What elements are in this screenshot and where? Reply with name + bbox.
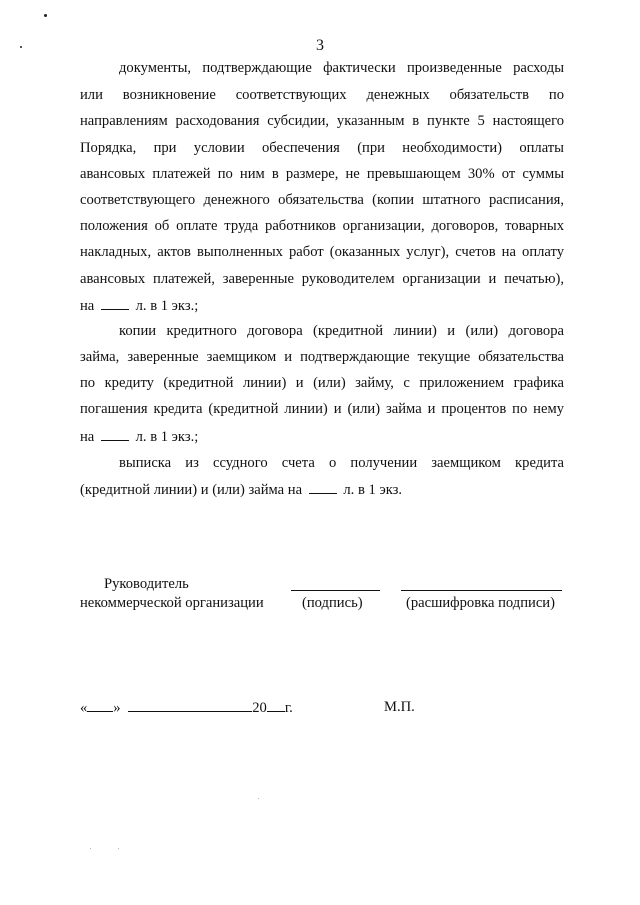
scan-speck bbox=[258, 798, 259, 799]
page-number: 3 bbox=[316, 37, 324, 54]
text-line: займа, заверенные заемщиком и подтверждающие текущие обязательства bbox=[80, 349, 564, 365]
text-line: погашения кредита (кредитной линии) и (или) займа и процентов по нему bbox=[80, 401, 564, 417]
date-year-blank bbox=[267, 699, 285, 712]
signer-title-line1: Руководитель bbox=[104, 576, 189, 592]
text-line: соответствующего денежного обязательства (копии штатного расписания, bbox=[80, 192, 564, 208]
date-line bbox=[80, 699, 293, 716]
signer-title-line2: некоммерческой организации bbox=[80, 595, 264, 611]
stamp-place: М.П. bbox=[384, 699, 415, 715]
text-line: копии кредитного договора (кредитной линии) и (или) договора bbox=[119, 323, 564, 339]
page-count-prefix: на bbox=[80, 298, 95, 314]
signature-line bbox=[291, 590, 380, 591]
text-line: накладных, актов выполненных работ (оказанных услуг), счетов на оплату bbox=[80, 244, 564, 260]
text-line: положения об оплате труда работников организации, договоров, товарных bbox=[80, 218, 564, 234]
page-count-suffix: л. в 1 экз. bbox=[343, 482, 403, 498]
date-day-blank bbox=[87, 699, 113, 712]
text-line: авансовых платежей, заверенные руководителем организации и печатью), bbox=[80, 271, 564, 287]
scan-speck bbox=[118, 848, 119, 849]
text-line: Порядка, при условии обеспечения (при необходимости) оплаты bbox=[80, 140, 564, 156]
scan-speck bbox=[44, 14, 47, 17]
scan-speck bbox=[90, 848, 91, 849]
text-line bbox=[80, 297, 198, 314]
text-line: документы, подтверждающие фактически произведенные расходы bbox=[119, 60, 564, 76]
signature-decode-line bbox=[401, 590, 562, 591]
text-line: или возникновение соответствующих денежных обязательств по bbox=[80, 87, 564, 103]
date-open-quote: « bbox=[80, 700, 88, 716]
page-count-suffix: л. в 1 экз.; bbox=[135, 298, 199, 314]
text-line: авансовых платежей по ним в размере, не превышающем 30% от суммы bbox=[80, 166, 564, 182]
page-count-blank bbox=[101, 428, 129, 441]
text-line bbox=[80, 428, 198, 445]
text-line: направлениям расходования субсидии, указанным в пункте 5 настоящего bbox=[80, 113, 564, 129]
date-month-blank bbox=[128, 699, 252, 712]
date-year-prefix: 20 bbox=[252, 700, 267, 716]
text-line bbox=[80, 481, 402, 498]
page-count-blank bbox=[309, 481, 337, 494]
signature-decode-caption: (расшифровка подписи) bbox=[406, 595, 555, 611]
date-close-quote: » bbox=[113, 700, 121, 716]
page-count-prefix: на bbox=[80, 429, 95, 445]
page-count-suffix: л. в 1 экз.; bbox=[135, 429, 199, 445]
page-count-blank bbox=[101, 297, 129, 310]
text-line: выписка из ссудного счета о получении заемщиком кредита bbox=[119, 455, 564, 471]
page-count-prefix: (кредитной линии) и (или) займа на bbox=[80, 482, 303, 498]
date-year-suffix: г. bbox=[284, 700, 293, 716]
text-line: по кредиту (кредитной линии) и (или) займу, с приложением графика bbox=[80, 375, 564, 391]
signature-caption: (подпись) bbox=[302, 595, 363, 611]
